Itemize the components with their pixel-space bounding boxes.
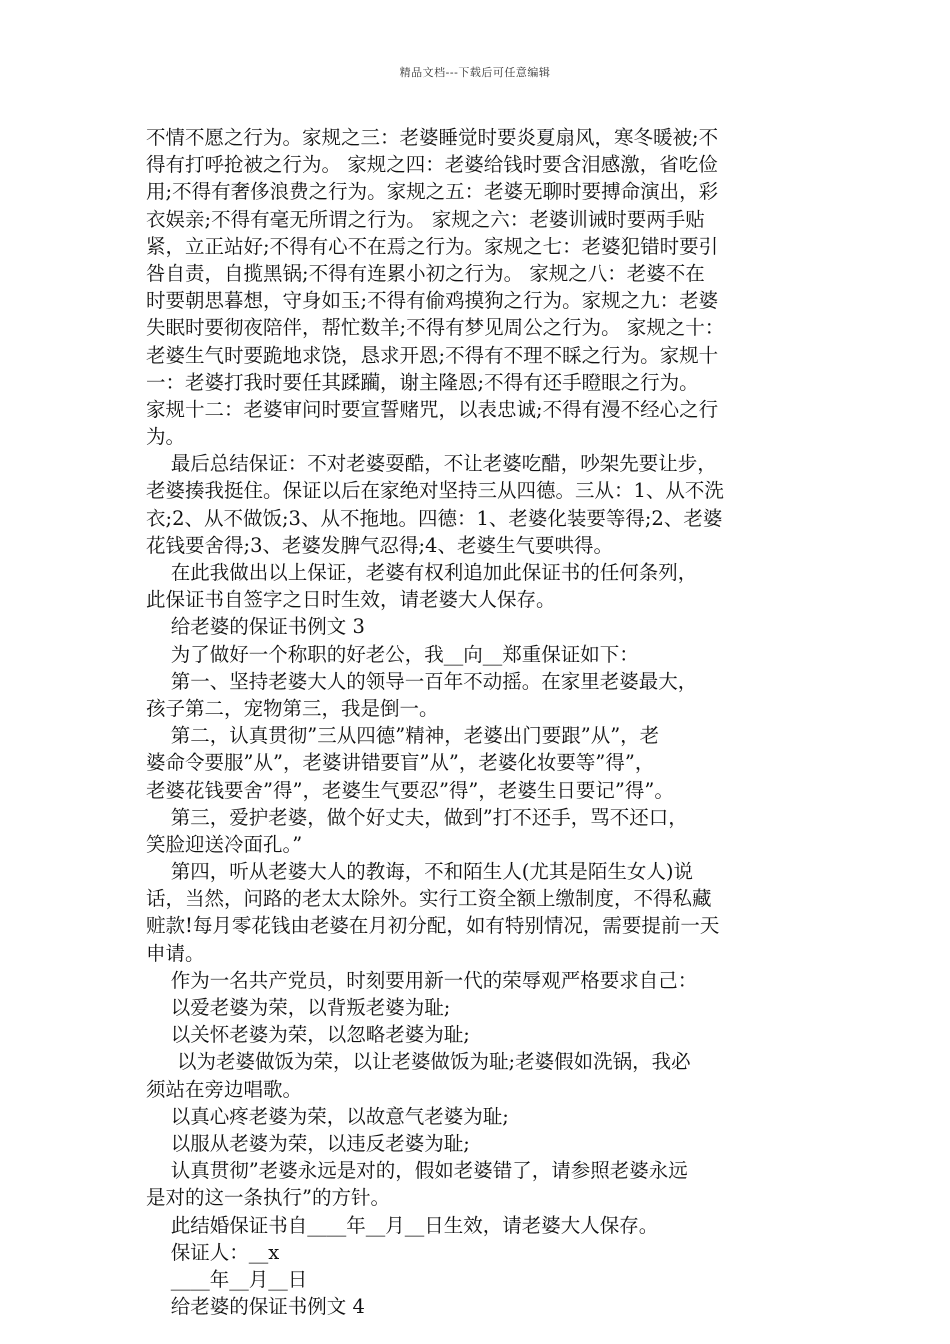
text-line: 老婆揍我挺住。保证以后在家绝对坚持三从四德。三从：1、从不洗	[146, 479, 724, 503]
text-line: 此保证书自签字之日时生效，请老婆大人保存。	[146, 588, 556, 612]
text-line: 时要朝思暮想，守身如玉;不得有偷鸡摸狗之行为。家规之九：老婆	[146, 289, 719, 313]
text-line: 为。	[146, 425, 186, 449]
text-line: 用;不得有奢侈浪费之行为。家规之五：老婆无聊时要搏命演出，彩	[146, 180, 719, 204]
text-line: 最后总结保证：不对老婆耍酷，不让老婆吃醋，吵架先要让步，	[146, 452, 717, 476]
document-body	[146, 124, 810, 1320]
text-line: 申请。	[146, 941, 205, 965]
text-line: 在此我做出以上保证，老婆有权利追加此保证书的任何条列，	[146, 561, 698, 584]
text-line: 衣;2、从不做饭;3、从不拖地。四德：1、老婆化装要等得;2、老婆	[146, 506, 723, 530]
text-line: 为了做好一个称职的好老公，我__向__郑重保证如下：	[146, 642, 639, 666]
text-line: 第一、坚持老婆大人的领导一百年不动摇。在家里老婆最大，	[146, 669, 698, 693]
text-line: 第四，听从老婆大人的教诲，不和陌生人(尤其是陌生女人)说	[146, 860, 694, 884]
text-line: 花钱要舍得;3、老婆发脾气忍得;4、老婆生气要哄得。	[146, 533, 613, 557]
text-line: 作为一名共产党员，时刻要用新一代的荣辱观严格要求自己：	[146, 968, 698, 992]
page-header: 精品文档---下载后可任意编辑	[399, 66, 551, 79]
text-line: 婆命令要服”从”，老婆讲错要盲”从”，老婆化妆要等”得”，	[146, 751, 655, 775]
text-line: 话，当然，问路的老太太除外。实行工资全额上缴制度，不得私藏	[146, 887, 712, 911]
text-line: 赃款!每月零花钱由老婆在月初分配，如有特别情况，需要提前一天	[146, 914, 720, 938]
text-line: 以真心疼老婆为荣，以故意气老婆为耻;	[146, 1104, 509, 1128]
text-line: 给老婆的保证书例文 3	[146, 615, 365, 639]
text-line: 失眠时要彻夜陪伴，帮忙数羊;不得有梦见周公之行为。 家规之十：	[146, 316, 725, 340]
text-line: 衣娱亲;不得有毫无所谓之行为。 家规之六：老婆训诫时要两手贴	[146, 207, 705, 231]
text-line: 是对的这一条执行”的方针。	[146, 1186, 390, 1210]
text-line: 以关怀老婆为荣，以忽略老婆为耻;	[146, 1023, 470, 1047]
text-line: 家规十二：老婆审问时要宣誓赌咒，以表忠诚;不得有漫不经心之行	[146, 397, 719, 421]
text-line: 一：老婆打我时要任其蹂躏，谢主隆恩;不得有还手瞪眼之行为。	[146, 370, 699, 394]
text-line: 紧，立正站好;不得有心不在焉之行为。家规之七：老婆犯错时要引	[146, 234, 719, 258]
text-line: 笑脸迎送冷面孔。”	[146, 832, 303, 856]
text-line: 认真贯彻”老婆永远是对的，假如老婆错了，请参照老婆永远	[146, 1159, 688, 1183]
text-line: 第三，爱护老婆，做个好丈夫，做到”打不还手，骂不还口，	[146, 805, 688, 829]
text-line: 孩子第二，宠物第三，我是倒一。	[146, 696, 439, 720]
text-line: 此结婚保证书自____年__月__日生效，请老婆大人保存。	[146, 1213, 659, 1237]
text-line: 老婆花钱要舍”得”，老婆生气要忍”得”，老婆生日要记”得”。	[146, 778, 674, 802]
text-line: 得有打呼抢被之行为。 家规之四：老婆给钱时要含泪感激，省吃俭	[146, 153, 718, 177]
text-line: 须站在旁边唱歌。	[146, 1077, 303, 1101]
text-line: 咎自责，自揽黑锅;不得有连累小初之行为。 家规之八：老婆不在	[146, 261, 705, 285]
text-line: 给老婆的保证书例文 4	[146, 1295, 365, 1319]
text-line: 以为老婆做饭为荣，以让老婆做饭为耻;老婆假如洗锅，我必	[146, 1050, 691, 1074]
text-line: ____年__月__日	[146, 1267, 308, 1291]
text-line: 以服从老婆为荣，以违反老婆为耻;	[146, 1131, 470, 1155]
text-line: 以爱老婆为荣，以背叛老婆为耻;	[146, 996, 451, 1019]
text-line: 保证人：__x	[146, 1240, 280, 1264]
text-line: 第二，认真贯彻”三从四德”精神，老婆出门要跟”从”，老	[146, 724, 660, 748]
text-line: 不情不愿之行为。家规之三：老婆睡觉时要炎夏扇风，寒冬暖被;不	[146, 126, 719, 149]
text-line: 老婆生气时要跪地求饶，恳求开恩;不得有不理不睬之行为。家规十	[146, 343, 719, 367]
